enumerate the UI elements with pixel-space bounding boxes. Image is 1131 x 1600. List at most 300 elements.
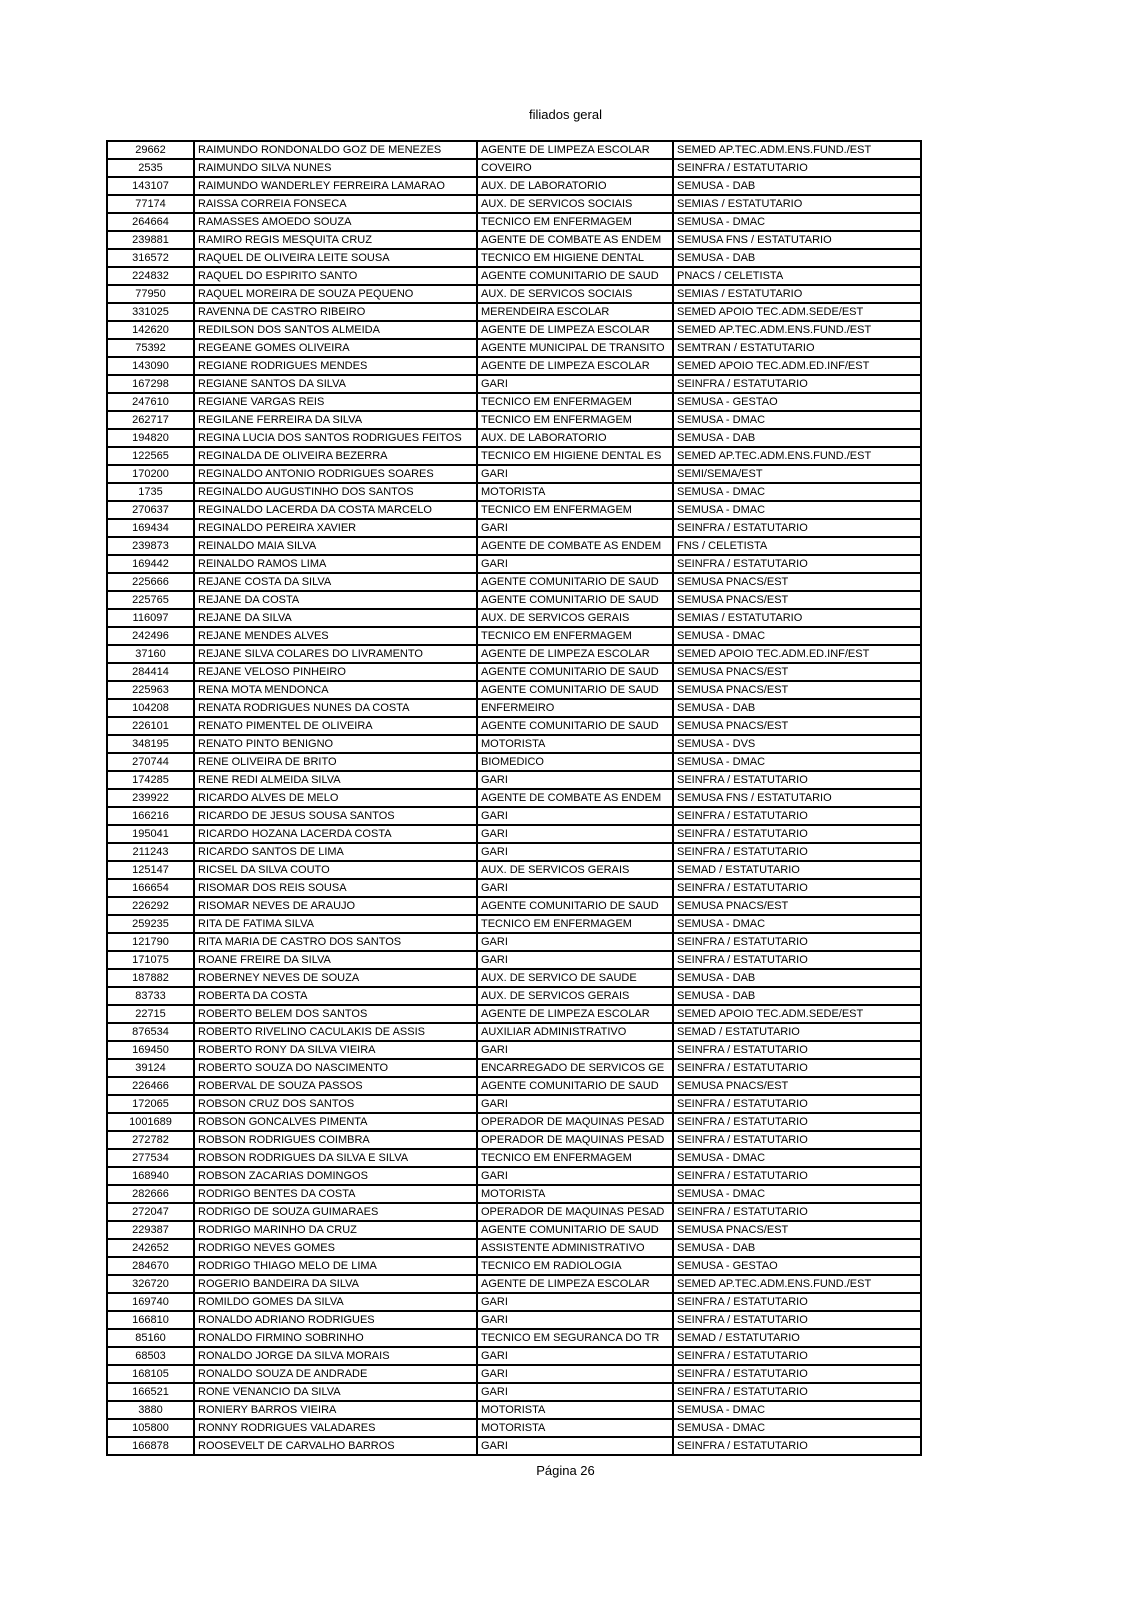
cell-id: 170200 (107, 465, 194, 483)
table-row (107, 339, 921, 357)
table-row (107, 1041, 921, 1059)
affiliates-table (106, 140, 922, 1456)
cell-id: 143107 (107, 177, 194, 195)
cell-name: ROBSON GONCALVES PIMENTA (194, 1113, 477, 1131)
cell-department: SEMUSA - DAB (673, 987, 921, 1005)
cell-department: SEMUSA FNS / ESTATUTARIO (673, 231, 921, 249)
cell-id: 171075 (107, 951, 194, 969)
cell-name: ROBERTO RIVELINO CACULAKIS DE ASSIS (194, 1023, 477, 1041)
table-row (107, 1293, 921, 1311)
cell-job: TECNICO EM ENFERMAGEM (477, 411, 673, 429)
cell-name: RENE OLIVEIRA DE BRITO (194, 753, 477, 771)
cell-id: 77950 (107, 285, 194, 303)
cell-id: 121790 (107, 933, 194, 951)
table-row (107, 1095, 921, 1113)
cell-id: 166654 (107, 879, 194, 897)
table-row (107, 1149, 921, 1167)
cell-department: SEMUSA - DMAC (673, 1401, 921, 1419)
cell-job: AUXILIAR ADMINISTRATIVO (477, 1023, 673, 1041)
cell-department: SEMED AP.TEC.ADM.ENS.FUND./EST (673, 447, 921, 465)
table-row (107, 1203, 921, 1221)
cell-id: 225963 (107, 681, 194, 699)
cell-id: 284414 (107, 663, 194, 681)
cell-id: 169434 (107, 519, 194, 537)
cell-name: REGIANE VARGAS REIS (194, 393, 477, 411)
cell-department: SEMUSA PNACS/EST (673, 681, 921, 699)
cell-name: ROBSON RODRIGUES DA SILVA E SILVA (194, 1149, 477, 1167)
table-row (107, 591, 921, 609)
table-row (107, 249, 921, 267)
cell-job: GARI (477, 807, 673, 825)
cell-id: 39124 (107, 1059, 194, 1077)
cell-name: RONNY RODRIGUES VALADARES (194, 1419, 477, 1437)
cell-id: 224832 (107, 267, 194, 285)
table-row (107, 933, 921, 951)
cell-name: REJANE SILVA COLARES DO LIVRAMENTO (194, 645, 477, 663)
cell-name: REGIANE SANTOS DA SILVA (194, 375, 477, 393)
cell-id: 174285 (107, 771, 194, 789)
table-row (107, 1113, 921, 1131)
table-row (107, 447, 921, 465)
cell-id: 169442 (107, 555, 194, 573)
cell-job: ENFERMEIRO (477, 699, 673, 717)
cell-department: SEINFRA / ESTATUTARIO (673, 879, 921, 897)
cell-id: 242496 (107, 627, 194, 645)
cell-id: 226292 (107, 897, 194, 915)
cell-name: RODRIGO THIAGO MELO DE LIMA (194, 1257, 477, 1275)
table-row (107, 1365, 921, 1383)
cell-job: GARI (477, 1041, 673, 1059)
cell-id: 229387 (107, 1221, 194, 1239)
table-row (107, 825, 921, 843)
cell-department: SEMUSA - DAB (673, 969, 921, 987)
cell-id: 166521 (107, 1383, 194, 1401)
cell-name: ROBERTO SOUZA DO NASCIMENTO (194, 1059, 477, 1077)
cell-name: RITA MARIA DE CASTRO DOS SANTOS (194, 933, 477, 951)
cell-name: RONALDO ADRIANO RODRIGUES (194, 1311, 477, 1329)
cell-department: SEMIAS / ESTATUTARIO (673, 285, 921, 303)
cell-name: REGINALDO ANTONIO RODRIGUES SOARES (194, 465, 477, 483)
cell-department: SEINFRA / ESTATUTARIO (673, 1113, 921, 1131)
table-row (107, 1329, 921, 1347)
table-row (107, 1257, 921, 1275)
cell-name: REJANE VELOSO PINHEIRO (194, 663, 477, 681)
cell-department: SEMED AP.TEC.ADM.ENS.FUND./EST (673, 1275, 921, 1293)
cell-department: SEMAD / ESTATUTARIO (673, 1329, 921, 1347)
table-row (107, 177, 921, 195)
table-row (107, 357, 921, 375)
cell-id: 194820 (107, 429, 194, 447)
cell-name: RODRIGO NEVES GOMES (194, 1239, 477, 1257)
table-row (107, 879, 921, 897)
cell-department: SEMIAS / ESTATUTARIO (673, 609, 921, 627)
cell-department: SEMED APOIO TEC.ADM.ED.INF/EST (673, 357, 921, 375)
cell-name: RONALDO JORGE DA SILVA MORAIS (194, 1347, 477, 1365)
cell-name: REGILANE FERREIRA DA SILVA (194, 411, 477, 429)
cell-name: RISOMAR NEVES DE ARAUJO (194, 897, 477, 915)
cell-name: RAQUEL MOREIRA DE SOUZA PEQUENO (194, 285, 477, 303)
cell-job: GARI (477, 825, 673, 843)
table-row (107, 951, 921, 969)
cell-job: AUX. DE SERVICOS SOCIAIS (477, 195, 673, 213)
cell-name: ROBERTO RONY DA SILVA VIEIRA (194, 1041, 477, 1059)
cell-id: 195041 (107, 825, 194, 843)
cell-job: GARI (477, 879, 673, 897)
cell-name: REGINALDO LACERDA DA COSTA MARCELO (194, 501, 477, 519)
cell-job: GARI (477, 1347, 673, 1365)
table-row (107, 789, 921, 807)
cell-department: SEMUSA - DAB (673, 249, 921, 267)
cell-id: 116097 (107, 609, 194, 627)
cell-department: SEINFRA / ESTATUTARIO (673, 555, 921, 573)
cell-name: REINALDO RAMOS LIMA (194, 555, 477, 573)
cell-department: SEINFRA / ESTATUTARIO (673, 1203, 921, 1221)
cell-department: SEMED AP.TEC.ADM.ENS.FUND./EST (673, 141, 921, 159)
cell-department: SEMAD / ESTATUTARIO (673, 861, 921, 879)
cell-id: 1735 (107, 483, 194, 501)
cell-name: REJANE DA SILVA (194, 609, 477, 627)
cell-id: 242652 (107, 1239, 194, 1257)
cell-id: 3880 (107, 1401, 194, 1419)
cell-department: SEMIAS / ESTATUTARIO (673, 195, 921, 213)
cell-name: REJANE COSTA DA SILVA (194, 573, 477, 591)
table-row (107, 1185, 921, 1203)
cell-department: SEINFRA / ESTATUTARIO (673, 1041, 921, 1059)
table-row (107, 1221, 921, 1239)
cell-department: SEMUSA - DMAC (673, 483, 921, 501)
cell-department: SEINFRA / ESTATUTARIO (673, 1365, 921, 1383)
cell-id: 259235 (107, 915, 194, 933)
cell-job: GARI (477, 843, 673, 861)
cell-id: 37160 (107, 645, 194, 663)
cell-job: TECNICO EM HIGIENE DENTAL ES (477, 447, 673, 465)
table-row (107, 1419, 921, 1437)
table-row (107, 321, 921, 339)
cell-job: MOTORISTA (477, 1185, 673, 1203)
table-row (107, 393, 921, 411)
cell-id: 239873 (107, 537, 194, 555)
cell-department: SEMED APOIO TEC.ADM.SEDE/EST (673, 303, 921, 321)
cell-id: 277534 (107, 1149, 194, 1167)
cell-job: TECNICO EM ENFERMAGEM (477, 1149, 673, 1167)
cell-department: SEMUSA - DMAC (673, 501, 921, 519)
cell-job: GARI (477, 1383, 673, 1401)
table-row (107, 1311, 921, 1329)
cell-job: AGENTE DE COMBATE AS ENDEM (477, 537, 673, 555)
table-row (107, 1131, 921, 1149)
cell-department: SEINFRA / ESTATUTARIO (673, 771, 921, 789)
cell-job: AUX. DE SERVICO DE SAUDE (477, 969, 673, 987)
cell-job: AGENTE COMUNITARIO DE SAUD (477, 573, 673, 591)
cell-department: SEMUSA - DMAC (673, 213, 921, 231)
cell-department: SEMUSA - DMAC (673, 1419, 921, 1437)
cell-department: SEMUSA - DMAC (673, 915, 921, 933)
cell-department: SEMED APOIO TEC.ADM.SEDE/EST (673, 1005, 921, 1023)
table-row (107, 231, 921, 249)
cell-job: AUX. DE SERVICOS GERAIS (477, 861, 673, 879)
cell-id: 239881 (107, 231, 194, 249)
cell-name: RENATA RODRIGUES NUNES DA COSTA (194, 699, 477, 717)
cell-job: AGENTE DE LIMPEZA ESCOLAR (477, 1275, 673, 1293)
cell-department: SEINFRA / ESTATUTARIO (673, 1131, 921, 1149)
cell-name: RICARDO DE JESUS SOUSA SANTOS (194, 807, 477, 825)
table-row (107, 375, 921, 393)
table-row (107, 1347, 921, 1365)
table-row (107, 699, 921, 717)
cell-department: SEINFRA / ESTATUTARIO (673, 375, 921, 393)
cell-department: SEMUSA - DMAC (673, 411, 921, 429)
cell-name: RISOMAR DOS REIS SOUSA (194, 879, 477, 897)
cell-job: TECNICO EM ENFERMAGEM (477, 915, 673, 933)
cell-name: ROBERNEY NEVES DE SOUZA (194, 969, 477, 987)
cell-name: RAIMUNDO SILVA NUNES (194, 159, 477, 177)
cell-name: ROBSON RODRIGUES COIMBRA (194, 1131, 477, 1149)
table-row (107, 195, 921, 213)
cell-name: REINALDO MAIA SILVA (194, 537, 477, 555)
cell-job: TECNICO EM ENFERMAGEM (477, 627, 673, 645)
cell-name: RODRIGO BENTES DA COSTA (194, 1185, 477, 1203)
table-row (107, 1239, 921, 1257)
cell-job: ASSISTENTE ADMINISTRATIVO (477, 1239, 673, 1257)
cell-name: RITA DE FATIMA SILVA (194, 915, 477, 933)
table-row (107, 573, 921, 591)
cell-name: RICARDO ALVES DE MELO (194, 789, 477, 807)
cell-department: SEINFRA / ESTATUTARIO (673, 1059, 921, 1077)
table-row (107, 843, 921, 861)
cell-department: SEMUSA - DVS (673, 735, 921, 753)
cell-job: MOTORISTA (477, 483, 673, 501)
table-row (107, 1059, 921, 1077)
cell-department: SEMUSA - DAB (673, 1239, 921, 1257)
cell-job: AGENTE MUNICIPAL DE TRANSITO (477, 339, 673, 357)
cell-department: SEINFRA / ESTATUTARIO (673, 519, 921, 537)
cell-job: AGENTE DE COMBATE AS ENDEM (477, 789, 673, 807)
cell-name: RAQUEL DO ESPIRITO SANTO (194, 267, 477, 285)
cell-name: RAISSA CORREIA FONSECA (194, 195, 477, 213)
cell-id: 348195 (107, 735, 194, 753)
cell-job: AGENTE COMUNITARIO DE SAUD (477, 681, 673, 699)
cell-department: SEINFRA / ESTATUTARIO (673, 159, 921, 177)
cell-id: 166810 (107, 1311, 194, 1329)
cell-department: SEMUSA PNACS/EST (673, 897, 921, 915)
page-title: filiados geral (529, 107, 602, 122)
cell-department: SEMUSA - DMAC (673, 1149, 921, 1167)
cell-id: 167298 (107, 375, 194, 393)
cell-name: RENATO PIMENTEL DE OLIVEIRA (194, 717, 477, 735)
cell-department: SEMUSA PNACS/EST (673, 1221, 921, 1239)
table-row (107, 483, 921, 501)
cell-id: 85160 (107, 1329, 194, 1347)
cell-name: ROBERTA DA COSTA (194, 987, 477, 1005)
cell-id: 331025 (107, 303, 194, 321)
cell-id: 166878 (107, 1437, 194, 1455)
cell-id: 104208 (107, 699, 194, 717)
cell-job: GARI (477, 1293, 673, 1311)
cell-job: GARI (477, 1167, 673, 1185)
table-row (107, 1077, 921, 1095)
cell-name: ROOSEVELT DE CARVALHO BARROS (194, 1437, 477, 1455)
table-row (107, 411, 921, 429)
cell-department: SEMUSA - DMAC (673, 627, 921, 645)
table-row (107, 771, 921, 789)
cell-job: TECNICO EM ENFERMAGEM (477, 393, 673, 411)
cell-name: ROMILDO GOMES DA SILVA (194, 1293, 477, 1311)
cell-name: RODRIGO DE SOUZA GUIMARAES (194, 1203, 477, 1221)
table-row (107, 519, 921, 537)
cell-job: AGENTE COMUNITARIO DE SAUD (477, 663, 673, 681)
cell-department: SEMUSA - DMAC (673, 753, 921, 771)
cell-name: ROGERIO BANDEIRA DA SILVA (194, 1275, 477, 1293)
cell-job: OPERADOR DE MAQUINAS PESAD (477, 1131, 673, 1149)
table-row (107, 717, 921, 735)
cell-id: 1001689 (107, 1113, 194, 1131)
cell-name: REJANE DA COSTA (194, 591, 477, 609)
cell-department: SEMUSA PNACS/EST (673, 663, 921, 681)
table-row (107, 1437, 921, 1455)
cell-name: REGINALDO PEREIRA XAVIER (194, 519, 477, 537)
cell-job: GARI (477, 1437, 673, 1455)
cell-department: SEINFRA / ESTATUTARIO (673, 825, 921, 843)
cell-name: REGINA LUCIA DOS SANTOS RODRIGUES FEITOS (194, 429, 477, 447)
table-row (107, 1383, 921, 1401)
table-row (107, 1401, 921, 1419)
cell-id: 166216 (107, 807, 194, 825)
cell-job: MERENDEIRA ESCOLAR (477, 303, 673, 321)
cell-department: SEMUSA - DAB (673, 177, 921, 195)
cell-id: 272782 (107, 1131, 194, 1149)
cell-department: SEINFRA / ESTATUTARIO (673, 1311, 921, 1329)
cell-name: RENA MOTA MENDONCA (194, 681, 477, 699)
cell-department: SEINFRA / ESTATUTARIO (673, 1095, 921, 1113)
affiliates-table-body (107, 141, 921, 1455)
cell-department: SEINFRA / ESTATUTARIO (673, 1383, 921, 1401)
cell-job: BIOMEDICO (477, 753, 673, 771)
cell-job: AUX. DE SERVICOS GERAIS (477, 609, 673, 627)
table-row (107, 609, 921, 627)
cell-name: REJANE MENDES ALVES (194, 627, 477, 645)
cell-department: SEMUSA PNACS/EST (673, 1077, 921, 1095)
cell-name: RODRIGO MARINHO DA CRUZ (194, 1221, 477, 1239)
cell-department: SEMUSA - GESTAO (673, 393, 921, 411)
cell-job: TECNICO EM SEGURANCA DO TR (477, 1329, 673, 1347)
cell-department: FNS / CELETISTA (673, 537, 921, 555)
cell-id: 272047 (107, 1203, 194, 1221)
cell-department: SEINFRA / ESTATUTARIO (673, 1437, 921, 1455)
table-row (107, 537, 921, 555)
cell-department: SEMUSA PNACS/EST (673, 717, 921, 735)
cell-department: SEMTRAN / ESTATUTARIO (673, 339, 921, 357)
table-row (107, 159, 921, 177)
cell-name: ROBSON ZACARIAS DOMINGOS (194, 1167, 477, 1185)
cell-job: AGENTE DE LIMPEZA ESCOLAR (477, 357, 673, 375)
table-row (107, 969, 921, 987)
table-row (107, 861, 921, 879)
cell-job: AGENTE DE COMBATE AS ENDEM (477, 231, 673, 249)
cell-job: GARI (477, 933, 673, 951)
cell-id: 284670 (107, 1257, 194, 1275)
cell-name: ROBSON CRUZ DOS SANTOS (194, 1095, 477, 1113)
cell-job: AGENTE COMUNITARIO DE SAUD (477, 717, 673, 735)
table-row (107, 501, 921, 519)
cell-job: AGENTE DE LIMPEZA ESCOLAR (477, 1005, 673, 1023)
cell-name: RONIERY BARROS VIEIRA (194, 1401, 477, 1419)
cell-id: 226101 (107, 717, 194, 735)
cell-name: RICSEL DA SILVA COUTO (194, 861, 477, 879)
cell-job: AGENTE DE LIMPEZA ESCOLAR (477, 645, 673, 663)
cell-name: RAMIRO REGIS MESQUITA CRUZ (194, 231, 477, 249)
cell-id: 282666 (107, 1185, 194, 1203)
cell-job: TECNICO EM ENFERMAGEM (477, 213, 673, 231)
cell-name: RAMASSES AMOEDO SOUZA (194, 213, 477, 231)
table-row (107, 915, 921, 933)
cell-id: 22715 (107, 1005, 194, 1023)
cell-id: 169450 (107, 1041, 194, 1059)
cell-id: 122565 (107, 447, 194, 465)
cell-department: SEMAD / ESTATUTARIO (673, 1023, 921, 1041)
cell-id: 68503 (107, 1347, 194, 1365)
cell-name: RONE VENANCIO DA SILVA (194, 1383, 477, 1401)
cell-id: 75392 (107, 339, 194, 357)
cell-name: RAIMUNDO RONDONALDO GOZ DE MENEZES (194, 141, 477, 159)
cell-id: 142620 (107, 321, 194, 339)
cell-id: 168105 (107, 1365, 194, 1383)
cell-job: GARI (477, 951, 673, 969)
table-row (107, 807, 921, 825)
cell-department: SEINFRA / ESTATUTARIO (673, 951, 921, 969)
cell-job: GARI (477, 375, 673, 393)
cell-department: PNACS / CELETISTA (673, 267, 921, 285)
cell-name: RENE REDI ALMEIDA SILVA (194, 771, 477, 789)
cell-job: TECNICO EM ENFERMAGEM (477, 501, 673, 519)
table-row (107, 735, 921, 753)
cell-name: ROBERVAL DE SOUZA PASSOS (194, 1077, 477, 1095)
cell-job: GARI (477, 1311, 673, 1329)
cell-department: SEINFRA / ESTATUTARIO (673, 807, 921, 825)
cell-job: MOTORISTA (477, 1419, 673, 1437)
cell-id: 226466 (107, 1077, 194, 1095)
cell-name: REGEANE GOMES OLIVEIRA (194, 339, 477, 357)
cell-id: 270744 (107, 753, 194, 771)
cell-department: SEMI/SEMA/EST (673, 465, 921, 483)
cell-department: SEINFRA / ESTATUTARIO (673, 1293, 921, 1311)
cell-name: RENATO PINTO BENIGNO (194, 735, 477, 753)
cell-job: AGENTE COMUNITARIO DE SAUD (477, 897, 673, 915)
cell-job: AUX. DE LABORATORIO (477, 429, 673, 447)
cell-department: SEINFRA / ESTATUTARIO (673, 843, 921, 861)
cell-id: 143090 (107, 357, 194, 375)
cell-job: GARI (477, 1095, 673, 1113)
page-number: Página 26 (536, 1463, 595, 1478)
cell-id: 77174 (107, 195, 194, 213)
cell-name: RONALDO FIRMINO SOBRINHO (194, 1329, 477, 1347)
cell-id: 262717 (107, 411, 194, 429)
cell-id: 168940 (107, 1167, 194, 1185)
table-row (107, 663, 921, 681)
cell-job: GARI (477, 465, 673, 483)
cell-job: OPERADOR DE MAQUINAS PESAD (477, 1113, 673, 1131)
cell-job: GARI (477, 771, 673, 789)
table-row (107, 141, 921, 159)
cell-job: OPERADOR DE MAQUINAS PESAD (477, 1203, 673, 1221)
cell-job: TECNICO EM RADIOLOGIA (477, 1257, 673, 1275)
cell-id: 2535 (107, 159, 194, 177)
table-row (107, 465, 921, 483)
table-row (107, 645, 921, 663)
cell-id: 187882 (107, 969, 194, 987)
table-row (107, 1275, 921, 1293)
cell-id: 29662 (107, 141, 194, 159)
cell-name: REGIANE RODRIGUES MENDES (194, 357, 477, 375)
